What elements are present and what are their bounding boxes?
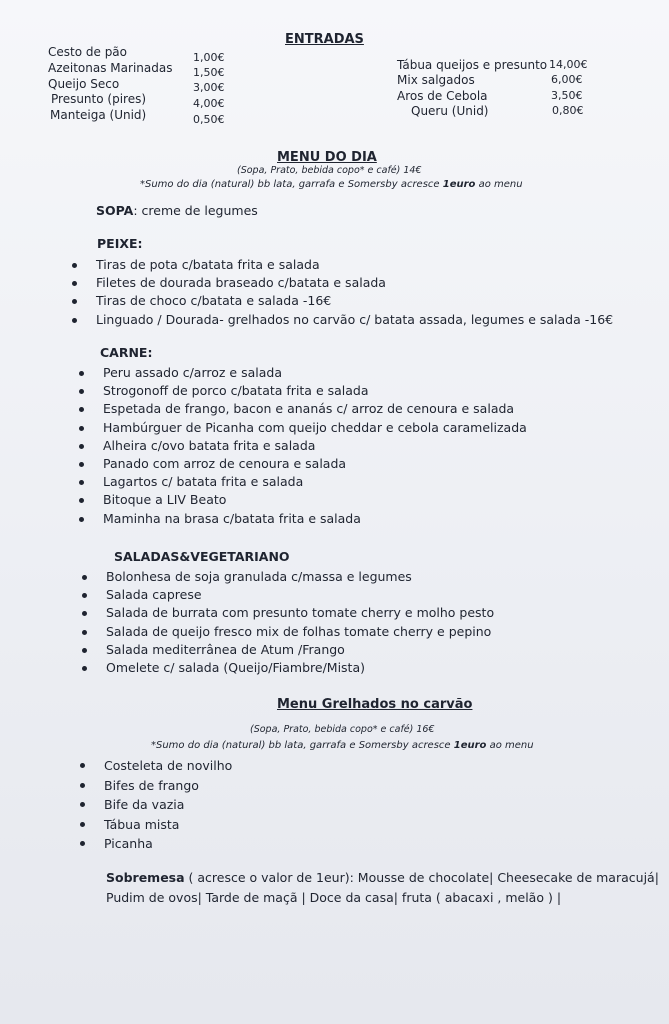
bullet-icon — [80, 802, 85, 807]
entrada-price: 3,00€ — [193, 81, 225, 94]
item-text: Bife da vazia — [104, 797, 185, 812]
note-text: ao menu — [486, 740, 534, 751]
item-text: Salada mediterrânea de Atum /Frango — [106, 641, 345, 657]
grelhados-title: Menu Grelhados no carvão — [277, 697, 473, 712]
item-text: Picanha — [104, 836, 153, 851]
entrada-name: Tábua queijos e presunto — [397, 58, 548, 72]
list-item — [104, 834, 232, 854]
list-item — [103, 455, 527, 473]
bullet-icon — [79, 498, 84, 503]
list-item — [106, 659, 494, 677]
item-text: Peru assado c/arroz e salada — [103, 365, 282, 380]
list-item — [106, 586, 494, 604]
list-item — [96, 311, 613, 329]
item-text: Salada de queijo fresco mix de folhas tomate cherry e pepino — [106, 623, 492, 639]
list-item — [103, 400, 527, 418]
entrada-name: Azeitonas Marinadas — [48, 61, 173, 75]
bullet-icon — [82, 593, 87, 598]
item-text: Maminha na brasa c/batata frita e salada — [103, 510, 361, 526]
bullet-icon — [82, 648, 87, 653]
list-item — [103, 364, 527, 382]
sopa-line — [96, 203, 258, 218]
carne-title: CARNE: — [100, 345, 153, 360]
entrada-name: Presunto (pires) — [51, 92, 147, 106]
list-item — [104, 756, 232, 776]
entrada-price: 14,00€ — [549, 58, 588, 71]
bullet-icon — [72, 263, 77, 268]
list-item — [106, 641, 494, 659]
peixe-list — [96, 256, 613, 329]
note-bold: 1euro — [453, 740, 487, 751]
saladas-list — [106, 568, 494, 677]
sobremesa-line — [106, 868, 659, 888]
sobremesa-text: ( acresce o valor de 1eur): Mousse de chocolate| Cheesecake de maracujá| — [184, 870, 659, 885]
bullet-icon — [72, 318, 77, 323]
entrada-price: 3,50€ — [551, 89, 583, 102]
note-text: *Sumo do dia (natural) bb lata, garrafa e Somersby acresce — [140, 179, 443, 190]
bullet-icon — [72, 281, 77, 286]
item-text: Tábua mista — [104, 816, 180, 832]
bullet-icon — [79, 517, 84, 522]
item-text: Tiras de choco c/batata e salada -16€ — [96, 293, 332, 309]
entrada-name: Mix salgados — [397, 73, 475, 87]
bullet-icon — [80, 783, 85, 788]
entrada-name: Queijo Seco — [48, 77, 120, 91]
bullet-icon — [79, 407, 84, 412]
item-text: Espetada de frango, bacon e ananás c/ arroz de cenoura e salada — [103, 401, 515, 417]
item-text: Hambúrguer de Picanha com queijo cheddar e cebola caramelizada — [103, 419, 527, 435]
item-text: Linguado / Dourada- grelhados no carvão c/ batata assada, legumes e salada -16€ — [96, 311, 614, 327]
item-text: Alheira c/ovo batata frita e salada — [103, 437, 316, 453]
entrada-name: Aros de Cebola — [397, 89, 488, 103]
entrada-price: 4,00€ — [193, 97, 225, 110]
bullet-icon — [82, 666, 87, 671]
list-item — [106, 623, 494, 641]
bullet-icon — [79, 389, 84, 394]
sobremesa-line: Pudim de ovos| Tarde de maçã | Doce da casa| fruta ( abacaxi , melão ) | — [106, 890, 562, 905]
list-item — [96, 292, 613, 310]
note-text: *Sumo do dia (natural) bb lata, garrafa e Somersby acresce — [151, 740, 454, 751]
item-text: Bifes de frango — [104, 777, 199, 793]
list-item — [103, 382, 527, 400]
entrada-price: 1,50€ — [193, 66, 225, 79]
bullet-icon — [80, 763, 85, 768]
bullet-icon — [79, 444, 84, 449]
note-bold: 1euro — [442, 179, 476, 190]
list-item — [96, 256, 613, 274]
item-text: Bitoque a LIV Beato — [103, 492, 227, 508]
sobremesa-block — [106, 868, 659, 908]
list-item — [103, 419, 527, 437]
sopa-label: SOPA — [96, 203, 134, 218]
list-item — [104, 815, 232, 835]
entrada-name: Queru (Unid) — [411, 104, 489, 118]
sopa-text: : creme de legumes — [133, 203, 258, 218]
entrada-name: Cesto de pão — [48, 45, 128, 59]
item-text: Tiras de pota c/batata frita e salada — [96, 257, 320, 272]
list-item — [103, 491, 527, 509]
note-text: ao menu — [475, 179, 523, 190]
menu-do-dia-subtitle: (Sopa, Prato, bebida copo* e café) 14€ — [237, 165, 422, 176]
entrada-price: 0,80€ — [552, 104, 584, 117]
entrada-name: Manteiga (Unid) — [50, 108, 147, 122]
list-item — [104, 795, 232, 815]
item-text: Strogonoff de porco c/batata frita e salada — [103, 383, 369, 399]
carne-list — [103, 364, 527, 528]
menu-do-dia-note — [140, 179, 523, 190]
item-text: Panado com arroz de cenoura e salada — [103, 456, 347, 472]
item-text: Costeleta de novilho — [104, 758, 233, 773]
item-text: Bolonhesa de soja granulada c/massa e legumes — [106, 569, 412, 584]
bullet-icon — [72, 299, 77, 304]
list-item — [103, 473, 527, 491]
bullet-icon — [82, 630, 87, 635]
list-item — [106, 604, 494, 622]
list-item — [96, 274, 613, 292]
bullet-icon — [79, 426, 84, 431]
list-item — [106, 568, 494, 586]
peixe-title: PEIXE: — [97, 236, 143, 251]
bullet-icon — [79, 480, 84, 485]
entrada-price: 0,50€ — [193, 113, 225, 126]
menu-do-dia-title: MENU DO DIA — [277, 150, 377, 165]
entrada-price: 1,00€ — [193, 51, 225, 64]
bullet-icon — [79, 462, 84, 467]
grelhados-subtitle: (Sopa, Prato, bebida copo* e café) 16€ — [250, 724, 435, 735]
bullet-icon — [82, 611, 87, 616]
grelhados-list — [104, 756, 232, 854]
item-text: Lagartos c/ batata frita e salada — [103, 474, 304, 490]
bullet-icon — [79, 371, 84, 376]
item-text: Salada de burrata com presunto tomate cherry e molho pesto — [106, 605, 495, 621]
item-text: Salada caprese — [106, 587, 202, 603]
list-item — [103, 437, 527, 455]
entradas-title: ENTRADAS — [285, 32, 364, 47]
bullet-icon — [82, 575, 87, 580]
item-text: Filetes de dourada braseado c/batata e salada — [96, 275, 386, 291]
bullet-icon — [80, 822, 85, 827]
entrada-price: 6,00€ — [551, 73, 583, 86]
sobremesa-label: Sobremesa — [106, 870, 185, 885]
item-text: Omelete c/ salada (Queijo/Fiambre/Mista) — [106, 660, 365, 676]
saladas-title: SALADAS&VEGETARIANO — [114, 549, 290, 564]
list-item — [103, 510, 527, 528]
bullet-icon — [80, 841, 85, 846]
list-item — [104, 776, 232, 796]
grelhados-note — [151, 740, 534, 751]
